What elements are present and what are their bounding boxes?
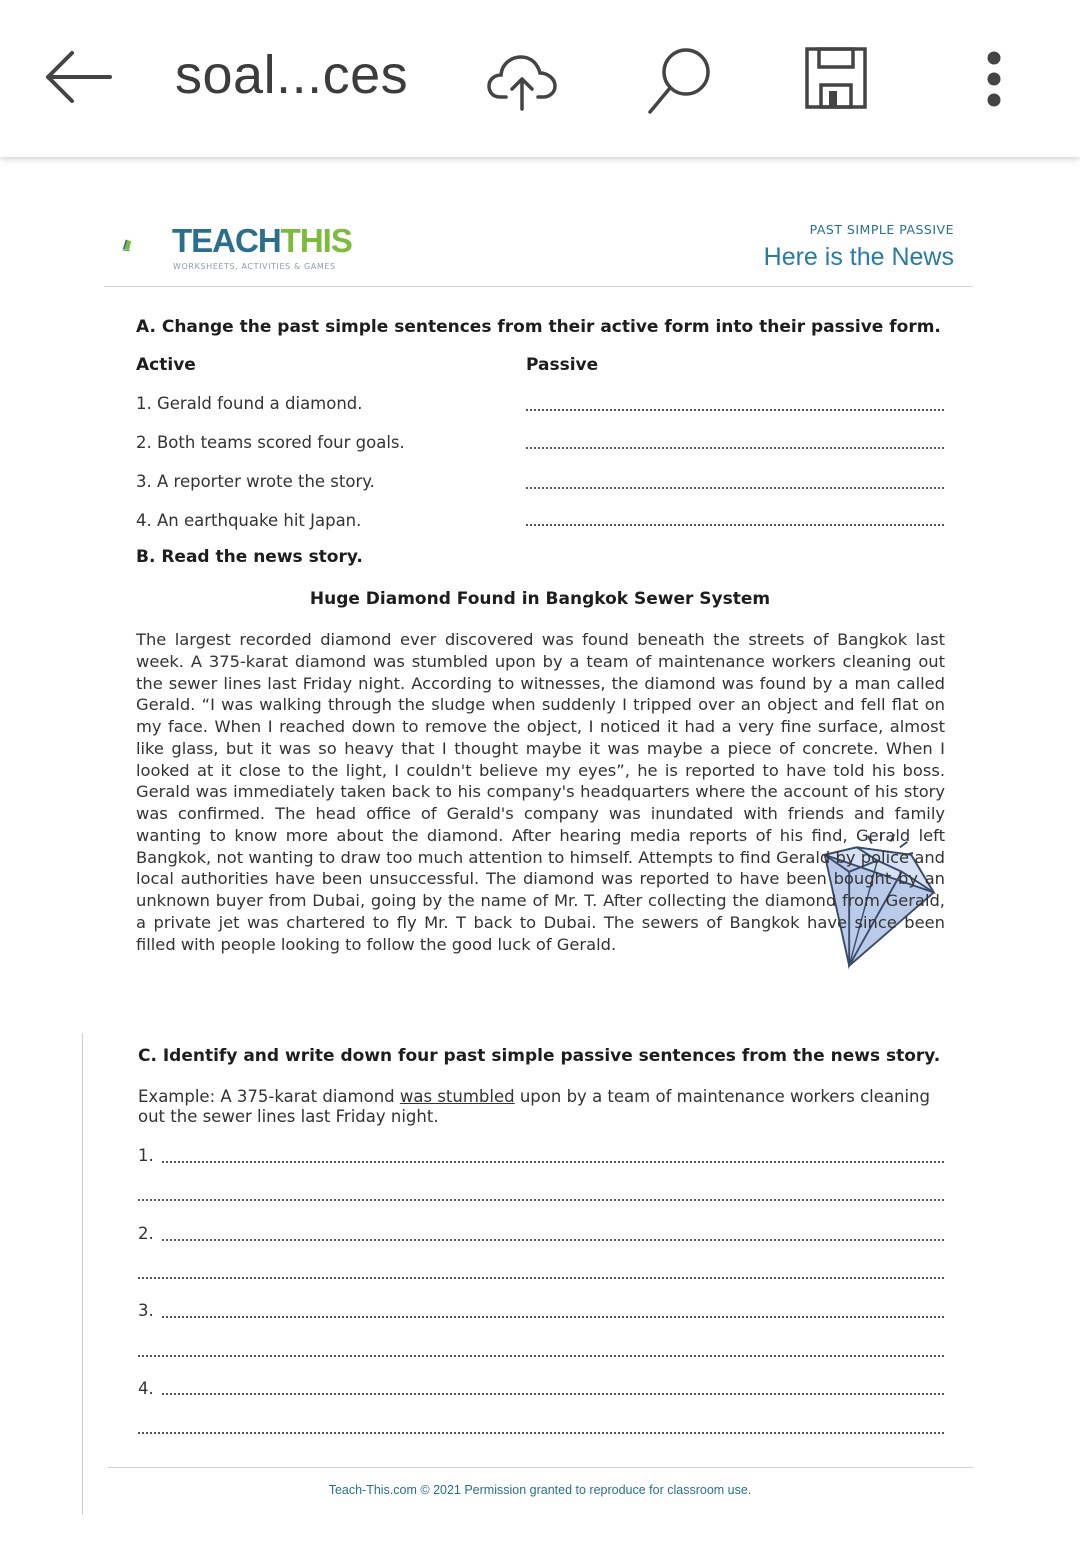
answer-line-c2b bbox=[138, 1277, 944, 1279]
brand-tagline: WORKSHEETS, ACTIVITIES & GAMES bbox=[173, 262, 336, 271]
back-arrow-icon[interactable] bbox=[40, 42, 116, 112]
answer-line-3 bbox=[526, 487, 944, 489]
answer-number-3: 3. bbox=[138, 1301, 154, 1320]
worksheet-title: Here is the News bbox=[763, 243, 954, 271]
active-column-heading: Active bbox=[136, 355, 196, 375]
app-toolbar bbox=[0, 0, 1080, 157]
cloud-upload-icon[interactable] bbox=[482, 46, 562, 116]
document-title: soal...ces bbox=[175, 45, 409, 105]
brand-name: TEACHTHIS bbox=[172, 222, 352, 259]
answer-line-c1b bbox=[138, 1199, 944, 1201]
answer-line-2 bbox=[526, 447, 944, 449]
save-icon[interactable] bbox=[800, 42, 872, 114]
answer-number-1: 1. bbox=[138, 1146, 154, 1165]
answer-line-1 bbox=[526, 409, 944, 411]
answer-line-c4a bbox=[162, 1393, 944, 1395]
answer-line-4 bbox=[526, 524, 944, 526]
story-text: The largest recorded diamond ever discovered was found beneath the streets of Bangkok last week. A 375-karat diamond was stumbled upon by a team of maintenance workers cleaning out the sewer lines last Friday night. According to witnesses, the diamond was found by a man called Gerald. “I was walking through the sludge when suddenly I tripped over an object and fell flat on my face. When I reached down to remove the object, I noticed it had a very fine surface, almost like glass, but it was so heavy that I thought maybe it was maybe a piece of concrete. When I looked at it close to the light, I couldn't believe my eyes”, he is reported to have told his boss. Gerald was immediately taken back to his company's headquarters where the account of his story was confirmed. The head office of Gerald's company was inundated with friends and family wanting to know more about the diamond. After hearing media reports of his find, Gerald left Bangkok, not wanting to draw too much attention to himself. Attempts to find Gerald by police and local authorities have been unsuccessful. The diamond was reported to have been bought by an unknown buyer from Dubai, going by the name of Mr. T. After collecting the diamond from Gerald, a private jet was chartered to fly Mr. T back to Dubai. The sewers of Bangkok have since been filled with people looking to follow the good luck of Gerald. bbox=[136, 630, 945, 954]
footer-divider bbox=[108, 1467, 973, 1468]
answer-line-c1a bbox=[162, 1161, 944, 1163]
active-sentence-4: 4. An earthquake hit Japan. bbox=[136, 511, 362, 530]
answer-number-2: 2. bbox=[138, 1224, 154, 1243]
section-b-heading: B. Read the news story. bbox=[136, 547, 363, 567]
answer-number-4: 4. bbox=[138, 1379, 154, 1398]
header-divider bbox=[104, 286, 973, 287]
copyright-footer: Teach-This.com © 2021 Permission granted to reproduce for classroom use. bbox=[328, 1483, 752, 1497]
more-vertical-icon[interactable] bbox=[972, 46, 1016, 112]
answer-line-c2a bbox=[162, 1239, 944, 1241]
answer-line-c3b bbox=[138, 1355, 944, 1357]
answer-line-c3a bbox=[162, 1316, 944, 1318]
page-edge-line bbox=[82, 1033, 83, 1515]
active-sentence-2: 2. Both teams scored four goals. bbox=[136, 433, 405, 452]
search-icon[interactable] bbox=[640, 40, 720, 120]
passive-column-heading: Passive bbox=[526, 355, 599, 375]
section-a-heading: A. Change the past simple sentences from their active form into their passive form. bbox=[136, 317, 941, 337]
teach-this-logo-icon bbox=[122, 215, 172, 275]
active-sentence-3: 3. A reporter wrote the story. bbox=[136, 472, 375, 491]
underlined-passive: was stumbled bbox=[399, 1087, 515, 1106]
news-story bbox=[136, 629, 945, 973]
section-c-heading: C. Identify and write down four past simple passive sentences from the news story. bbox=[138, 1046, 941, 1066]
example-sentence: Example: A 375-karat diamond was stumbled upon by a team of maintenance workers cleaning out the sewer lines last Friday night. bbox=[138, 1087, 930, 1126]
active-sentence-1: 1. Gerald found a diamond. bbox=[136, 394, 363, 413]
answer-line-c4b bbox=[138, 1432, 944, 1434]
worksheet-topic: PAST SIMPLE PASSIVE bbox=[809, 222, 954, 237]
story-title: Huge Diamond Found in Bangkok Sewer System bbox=[309, 589, 771, 609]
